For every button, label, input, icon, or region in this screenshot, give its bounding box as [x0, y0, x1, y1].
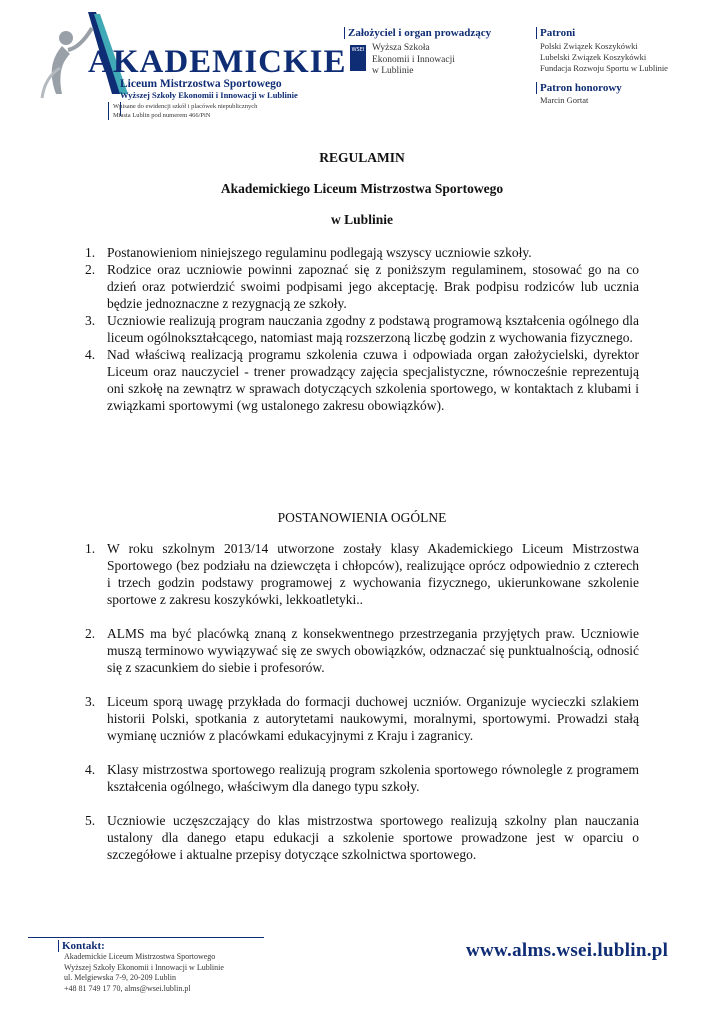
rule-text: Nad właściwą realizacją programu szkolenia czuwa i odpowiada organ założycielski, dyrektor Liceum oraz nauczyciel - trener prowadzący zajęcia specjalistyczne, równocześnie reprezentują oni szkołę na zewnątrz w sprawach dotyczących szkolenia sportowego, w kontaktach z klubami i związkami sportowymi (wg ustalonego zakresu obowiązków).: [107, 347, 639, 413]
logo-subtitle: Liceum Mistrzostwa Sportowego: [120, 78, 282, 90]
founder-line: Wyższa Szkoła: [372, 43, 430, 53]
wsei-logo-icon: WSEI: [350, 45, 366, 71]
founder-block: [344, 27, 524, 76]
patron-item: Fundacja Rozwoju Sportu w Lublinie: [540, 63, 668, 73]
logo-subtitle-2: Wyższej Szkoły Ekonomii i Innowacji w Lublinie: [120, 90, 298, 100]
registration-line: Wpisane do ewidencji szkół i placówek niepublicznych: [113, 103, 258, 110]
footer-divider: [28, 937, 264, 938]
contact-title: Kontakt:: [58, 940, 224, 952]
provision-item: [85, 761, 639, 795]
document-subtitle-city: w Lublinie: [331, 212, 393, 227]
provision-item: [85, 540, 639, 608]
patrons-block: [536, 27, 716, 105]
rule-text: Rodzice oraz uczniowie powinni zapoznać się z poniższym regulaminem, stosować go na co dzień oraz potwierdzić swoimi podpisami jego akceptację. Brak podpisu rodziców lub ucznia będzie jednoznaczne z rezygnacją ze szkoły.: [107, 262, 639, 311]
provision-text: ALMS ma być placówką znaną z konsekwentnego przestrzegania przyjętych praw. Uczniowie muszą terminowo wywiązywać się ze swych obowiązków, odznaczać się punktualnością, odnosić się z szacunkiem do siebie i profesorów.: [107, 626, 639, 675]
patron-item: Lubelski Związek Koszykówki: [540, 52, 647, 62]
founder-line: Ekonomii i Innowacji: [372, 54, 455, 65]
document-title: REGULAMIN: [319, 150, 405, 165]
patron-list: [536, 41, 716, 74]
rule-number: 4.: [85, 347, 96, 362]
contact-line: ul. Melgiewska 7-9, 20-209 Lublin: [64, 973, 176, 982]
provision-text: Uczniowie uczęszczający do klas mistrzostwa sportowego realizują szkolny plan nauczania ustalony dla danego etapu edukacji a szkolenie sportowe prowadzone jest w oparciu o szczegółowe i aktualne przepisy dotyczące szkolnictwa sportowego.: [107, 813, 639, 862]
rule-item: [85, 244, 639, 261]
contact-line: +48 81 749 17 70, alms@wsei.lublin.pl: [64, 983, 191, 993]
honorary-patron-name: Marcin Gortat: [540, 95, 589, 105]
contact-line: Akademickie Liceum Mistrzostwa Sportowego: [64, 952, 216, 961]
contact-line: Wyższej Szkoły Ekonomii i Innowacji w Lublinie: [64, 962, 224, 972]
provision-number: 4.: [85, 762, 96, 777]
logo-title: AKADEMICKIE: [88, 44, 347, 80]
provision-number: 2.: [85, 626, 96, 641]
honorary-patron-title: Patron honorowy: [536, 82, 716, 94]
provision-text: W roku szkolnym 2013/14 utworzone zostały klasy Akademickiego Liceum Mistrzostwa Sportowego (bez podziału na dziewczęta i chłopców), realizujące oprócz odpowiednio z czterech i trzech godzin podstawy programowej z wychowania fizycznego, ukierunkowane szkolenie sportowe z zakresu koszykówki, lekkoatletyki..: [107, 541, 639, 607]
provision-text: Klasy mistrzostwa sportowego realizują program szkolenia sportowego równolegle z programem kształcenia ogólnego, właściwym dla danego typu szkoły.: [107, 762, 639, 794]
footer-website: www.alms.wsei.lublin.pl: [466, 940, 669, 961]
founder-title: Założyciel i organ prowadzący: [344, 27, 524, 39]
rule-number: 1.: [85, 245, 96, 260]
provision-item: [85, 693, 639, 744]
provision-item: [85, 625, 639, 676]
rule-item: [85, 312, 639, 346]
rule-item: [85, 346, 639, 414]
provision-number: 1.: [85, 541, 96, 556]
patrons-title: Patroni: [536, 27, 716, 39]
general-provisions-list: [85, 540, 639, 880]
rule-item: [85, 261, 639, 312]
letterhead: [0, 0, 724, 130]
rules-list: [85, 244, 639, 414]
provision-number: 5.: [85, 813, 96, 828]
rule-number: 3.: [85, 313, 96, 328]
provision-item: [85, 812, 639, 863]
registration-note: [108, 102, 303, 120]
footer-contact: [64, 940, 224, 994]
registration-line: Miasta Lublin pod numerem 466/PiN: [113, 112, 211, 119]
general-section-title: POSTANOWIENIA OGÓLNE: [277, 510, 447, 525]
provision-text: Liceum sporą uwagę przykłada do formacji duchowej uczniów. Organizuje wycieczki szlakiem historii Polski, spotkania z autorytetami naukowymi, moralnymi, sportowymi. Prowadzi stałą wymianę uczniów z placówkami edukacyjnymi z Kraju i zagranicy.: [107, 694, 639, 743]
founder-name: [372, 43, 455, 78]
founder-line: w Lublinie: [372, 66, 414, 76]
rule-text: Uczniowie realizują program nauczania zgodny z podstawą programową kształcenia ogólnego dla liceum ogólnokształcącego, natomiast mają rozszerzoną liczbę godzin z wychowania fizycznego.: [107, 313, 639, 345]
document-subtitle: Akademickiego Liceum Mistrzostwa Sportowego: [220, 181, 504, 196]
patron-item: Polski Związek Koszykówki: [540, 41, 638, 51]
rule-number: 2.: [85, 262, 96, 277]
rule-text: Postanowieniom niniejszego regulaminu podlegają wszyscy uczniowie szkoły.: [107, 245, 532, 260]
provision-number: 3.: [85, 694, 96, 709]
